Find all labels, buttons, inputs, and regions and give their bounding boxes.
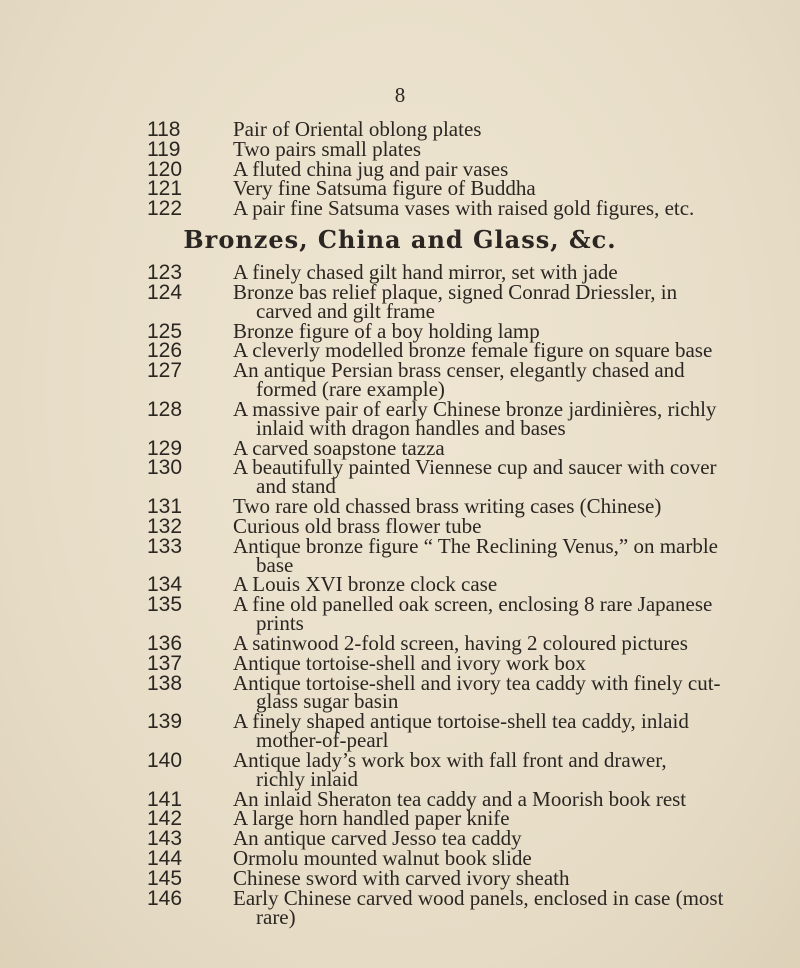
lot-number: 136 xyxy=(147,632,183,655)
lot-description: A pair fine Satsuma vases with raised gold figures, etc. xyxy=(233,196,695,220)
lot-description-continued: and stand xyxy=(256,474,336,498)
lot-description: A Louis XVI bronze clock case xyxy=(233,572,498,596)
lot-description-continued: rare) xyxy=(256,905,296,929)
lot-description: An antique carved Jesso tea caddy xyxy=(233,826,522,850)
lot-description: Two rare old chassed brass writing cases (Chinese) xyxy=(233,494,662,518)
lot-description: A carved soapstone tazza xyxy=(233,436,445,460)
lot-number: 144 xyxy=(147,847,183,870)
section-heading: Bronzes, China and Glass, &c. xyxy=(183,225,617,254)
lot-description: Curious old brass flower tube xyxy=(233,514,482,538)
lot-number: 119 xyxy=(147,138,181,161)
lot-number: 133 xyxy=(147,535,183,558)
lot-number: 121 xyxy=(147,177,183,200)
lot-description-continued: carved and gilt frame xyxy=(256,299,435,323)
lot-description: A massive pair of early Chinese bronze jardinières, richly xyxy=(233,397,717,421)
lot-description: A fine old panelled oak screen, enclosing 8 rare Japanese xyxy=(233,592,713,616)
lot-description: Two pairs small plates xyxy=(233,137,422,161)
lot-number: 138 xyxy=(147,672,183,695)
lot-description: Antique bronze figure “ The Reclining Venus,” on marble xyxy=(233,534,718,558)
lot-number: 140 xyxy=(147,749,183,772)
lot-number: 125 xyxy=(147,320,183,343)
lot-number: 128 xyxy=(147,398,183,421)
lot-number: 126 xyxy=(147,339,183,362)
lot-description: Pair of Oriental oblong plates xyxy=(233,117,482,141)
lot-number: 139 xyxy=(147,710,183,733)
lot-description: A satinwood 2-fold screen, having 2 coloured pictures xyxy=(233,631,688,655)
lot-description: Antique lady’s work box with fall front and drawer, xyxy=(233,748,667,772)
lot-number: 122 xyxy=(147,197,183,220)
lot-description: Very fine Satsuma figure of Buddha xyxy=(233,176,536,200)
lot-description-continued: mother-of-pearl xyxy=(256,728,389,752)
page-number: 8 xyxy=(394,83,406,107)
lot-number: 146 xyxy=(147,887,183,910)
lot-number: 129 xyxy=(147,437,183,460)
lot-description-continued: glass sugar basin xyxy=(256,689,399,713)
lot-number: 143 xyxy=(147,827,183,850)
lot-description: A finely chased gilt hand mirror, set with jade xyxy=(233,260,618,284)
lot-description: A finely shaped antique tortoise-shell tea caddy, inlaid xyxy=(233,709,689,733)
lot-number: 142 xyxy=(147,807,183,830)
lot-description-continued: base xyxy=(256,553,294,577)
lot-description: A fluted china jug and pair vases xyxy=(233,157,509,181)
lot-number: 134 xyxy=(147,573,183,596)
lot-description: An antique Persian brass censer, elegantly chased and xyxy=(233,358,685,382)
lot-description-continued: prints xyxy=(256,611,304,635)
lot-number: 145 xyxy=(147,867,183,890)
lot-number: 123 xyxy=(147,261,183,284)
lot-number: 131 xyxy=(147,495,183,518)
lot-description-continued: richly inlaid xyxy=(256,767,359,791)
lot-number: 132 xyxy=(147,515,183,538)
lot-number: 118 xyxy=(147,118,181,141)
lot-description: A beautifully painted Viennese cup and saucer with cover xyxy=(233,455,717,479)
lot-description: Antique tortoise-shell and ivory work box xyxy=(233,651,586,675)
lot-description: Early Chinese carved wood panels, enclosed in case (most xyxy=(233,886,724,910)
lot-description: A large horn handled paper knife xyxy=(233,806,510,830)
lot-description: Antique tortoise-shell and ivory tea caddy with finely cut- xyxy=(233,671,721,695)
lot-number: 124 xyxy=(147,281,183,304)
lot-description: A cleverly modelled bronze female figure on square base xyxy=(233,338,713,362)
lot-number: 120 xyxy=(147,158,183,181)
lot-number: 141 xyxy=(147,788,183,811)
lot-description: Ormolu mounted walnut book slide xyxy=(233,846,532,870)
lot-description: An inlaid Sheraton tea caddy and a Moorish book rest xyxy=(233,787,687,811)
lot-description: Bronze figure of a boy holding lamp xyxy=(233,319,540,343)
lot-description: Chinese sword with carved ivory sheath xyxy=(233,866,570,890)
lot-description: Bronze bas relief plaque, signed Conrad Driessler, in xyxy=(233,280,678,304)
lot-description-continued: inlaid with dragon handles and bases xyxy=(256,416,566,440)
lot-number: 127 xyxy=(147,359,183,382)
lot-description-continued: formed (rare example) xyxy=(256,377,445,401)
lot-number: 137 xyxy=(147,652,183,675)
lot-number: 130 xyxy=(147,456,183,479)
lot-number: 135 xyxy=(147,593,183,616)
